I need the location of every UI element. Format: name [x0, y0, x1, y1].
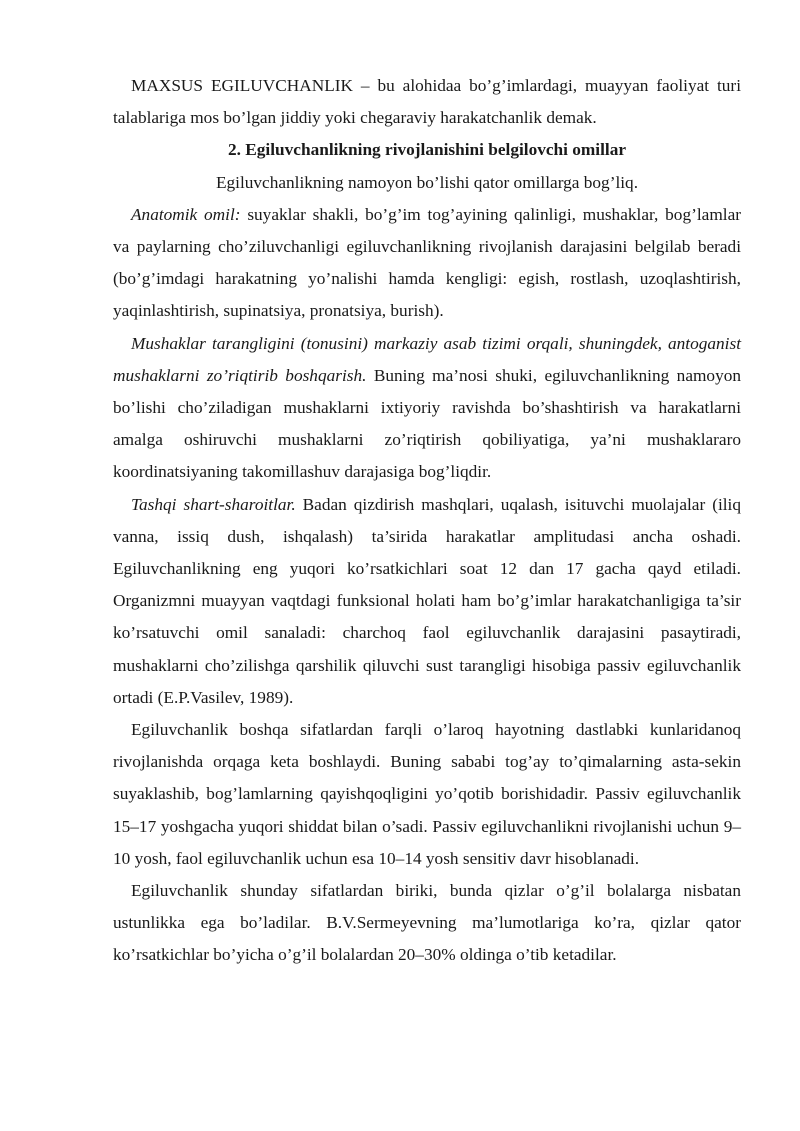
paragraph-tashqi-sharoitlar	[113, 489, 741, 714]
text-tashqi-sharoitlar: Badan qizdirish mashqlari, uqalash, isituvchi muolajalar (iliq vanna, issiq dush, ishqalash) ta’sirida harakatlar amplitudasi ancha oshadi. Egiluvchanlikning eng yuqori ko’rsatkichlari soat 12 dan 17 gacha qayd etiladi. Organizmni muayyan vaqtdagi funksional holati ham bo’g’imlar harakatchanligiga ta’sir ko’rsatuvchi omil sanaladi: charchoq faol egiluvchanlik darajasini pasaytiradi, mushaklarni cho’zilishga qarshilik qiluvchi sust tarangligi hisobiga passiv egiluvchanlik ortadi (E.P.Vasilev, 1989).	[113, 494, 742, 707]
paragraph-maxsus-egiluvchanlik: MAXSUS EGILUVCHANLIK – bu alohidaa bo’g’imlardagi, muayyan faoliyat turi talablariga mos bo’lgan jiddiy yoki chegaraviy harakatchanlik demak.	[113, 76, 741, 128]
paragraph-mushaklar-tarangligi	[113, 328, 741, 489]
paragraph-anatomik-omil	[113, 199, 741, 328]
lead-mushaklar-tarangligi: Mushaklar tarangligini (tonusini) markaziy asab tizimi orqali, shuningdek, antoganist mushaklarni zo’riqtirib boshqarish.	[113, 333, 741, 385]
lead-tashqi-sharoitlar: Tashqi shart-sharoitlar.	[131, 494, 296, 514]
paragraph-yosh-davrlari: Egiluvchanlik boshqa sifatlardan farqli o’laroq hayotning dastlabki kunlaridanoq rivojlanishda orqaga keta boshlaydi. Buning sababi tog’ay to’qimalarning asta-sekin suyaklashib, bog’lamlarning qayishqoqligini yo’qotib borishidadir. Passiv egiluvchanlik 15–17 yoshgacha yuqori shiddat bilan o’sadi. Passiv egiluvchanlikni rivojlanishi uchun 9–10 yosh, faol egiluvchanlik uchun esa 10–14 yosh sensitiv davr hisoblanadi.	[113, 720, 741, 868]
text-anatomik-omil: suyaklar shakli, bo’g’im tog’ayining qalinligi, mushaklar, bog’lamlar va paylarning cho’ziluvchanligi egiluvchanlikning rivojlanish darajasini belgilab beradi (bo’g’imdagi harakatning yo’nalishi hamda kengligi: egish, rostlash, uzoqlashtirish, yaqinlashtirish, supinatsiya, pronatsiya, burish).	[113, 204, 741, 321]
text-mushaklar-tarangligi: Buning ma’nosi shuki, egiluvchanlikning namoyon bo’lishi cho’ziladigan mushaklarni ixtiyoriy ravishda bo’shashtirish va harakatlarni amalga oshiruvchi mushaklarni zo’riqtirish qobiliyatiga, ya’ni mushaklararo koordinatsiyaning takomillashuv darajasiga bog’liqdir.	[113, 365, 741, 482]
lead-anatomik-omil: Anatomik omil:	[131, 204, 241, 224]
paragraph-qizlar-ustunligi: Egiluvchanlik shunday sifatlardan biriki, bunda qizlar o’g’il bolalarga nisbatan ustunlikka ega bo’ladilar. B.V.Sermeyevning ma’lumotlariga ko’ra, qizlar qator ko’rsatkichlar bo’yicha o’g’il bolalardan 20–30% oldinga o’tib ketadilar.	[113, 881, 741, 965]
section-heading: 2. Egiluvchanlikning rivojlanishini belgilovchi omillar	[227, 140, 627, 160]
intro-sentence: Egiluvchanlikning namoyon bo’lishi qator omillarga bog’liq.	[215, 172, 639, 192]
document-page	[113, 70, 741, 972]
